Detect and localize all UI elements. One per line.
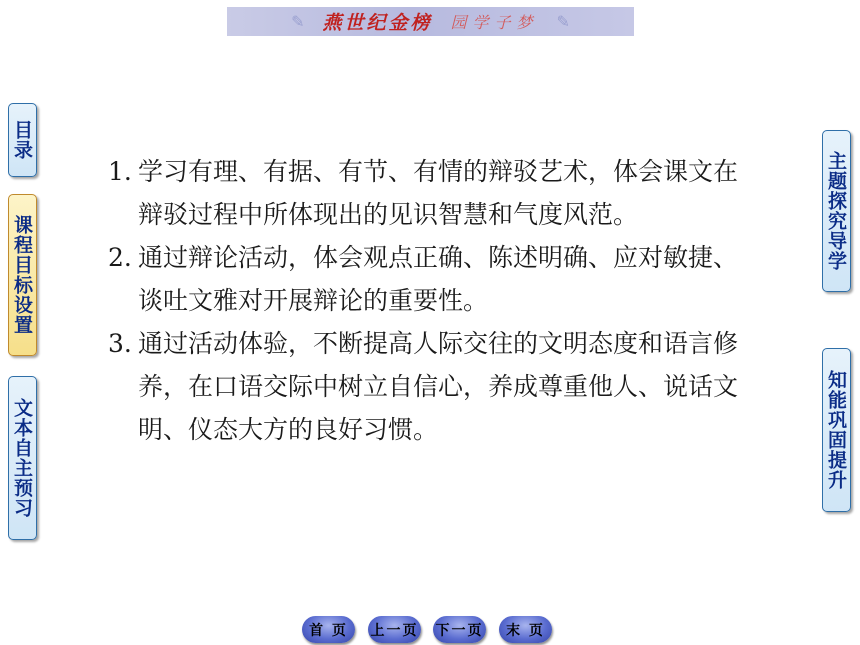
objective-text: 通过活动体验，不断提高人际交往的文明态度和语言修养，在口语交际中树立自信心，养成尊重他人、说话文明、仪态大方的良好习惯。 (138, 329, 739, 444)
brand-motto: 园学子梦 (450, 13, 539, 32)
tab-topic-exploration[interactable]: 主题探究导学 (822, 130, 851, 292)
tab-text-preview[interactable]: 文本自主预习 (8, 376, 37, 540)
objective-number: 1. (108, 157, 132, 186)
next-page-button[interactable]: 下一页 (433, 616, 486, 643)
decorative-glyph-icon: ✎ (291, 12, 305, 31)
objective-item (108, 150, 758, 236)
brand-title: 燕世纪金榜 (322, 12, 433, 34)
objective-text: 通过辩论活动，体会观点正确、陈述明确、应对敏捷、谈吐文雅对开展辩论的重要性。 (138, 243, 739, 315)
objective-number: 3. (108, 329, 132, 358)
decorative-glyph-icon: ✎ (556, 12, 570, 31)
tab-knowledge-consolidation[interactable]: 知能巩固提升 (822, 348, 851, 512)
tab-table-of-contents[interactable]: 目录 (8, 103, 37, 177)
last-page-button[interactable]: 末 页 (499, 616, 552, 643)
tab-course-objectives[interactable]: 课程目标设置 (8, 194, 37, 356)
previous-page-button[interactable]: 上一页 (368, 616, 421, 643)
objective-number: 2. (108, 243, 132, 272)
objectives-content (108, 150, 758, 451)
objective-item (108, 322, 758, 451)
objective-item (108, 236, 758, 322)
header-banner (227, 7, 634, 36)
objective-text: 学习有理、有据、有节、有情的辩驳艺术，体会课文在辩驳过程中所体现出的见识智慧和气度风范。 (138, 157, 739, 229)
first-page-button[interactable]: 首 页 (302, 616, 355, 643)
